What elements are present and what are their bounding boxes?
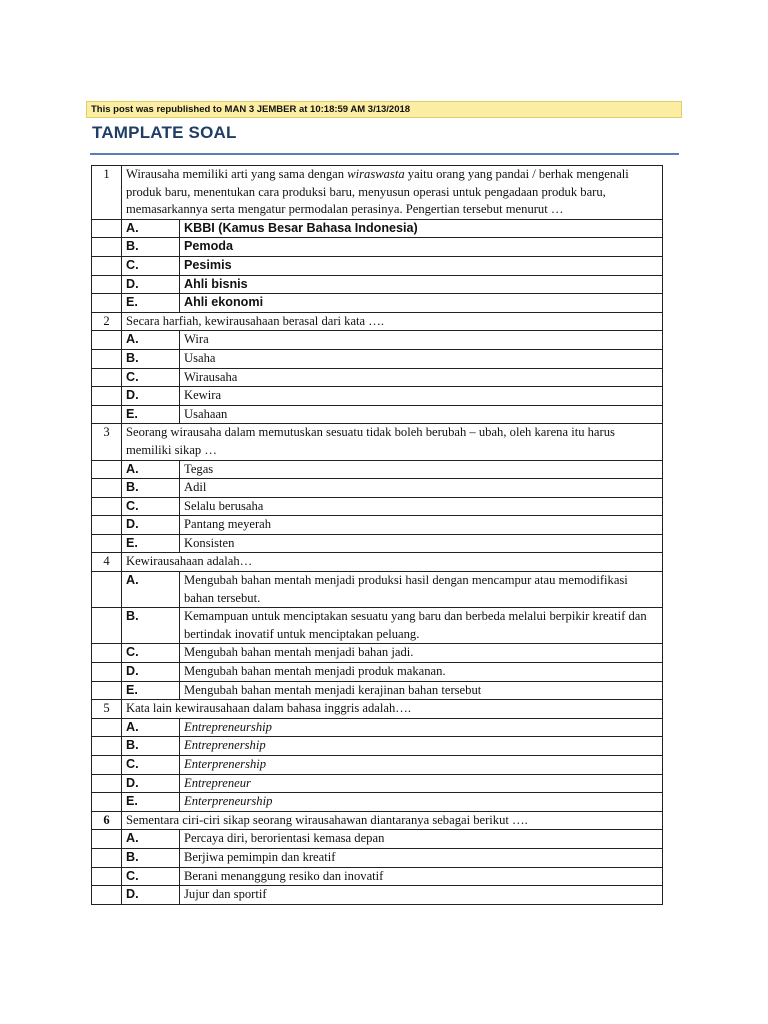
option-letter: D. [122,516,180,535]
option-text: Mengubah bahan mentah menjadi produk makanan. [180,663,663,682]
option-row [92,663,663,682]
option-letter: B. [122,349,180,368]
option-row [92,238,663,257]
option-letter: D. [122,387,180,406]
option-letter: D. [122,774,180,793]
question-text: Seorang wirausaha dalam memutuskan sesuatu tidak boleh berubah – ubah, oleh karena itu harus memiliki sikap … [122,424,663,460]
option-text: Mengubah bahan mentah menjadi bahan jadi. [180,644,663,663]
question-text [122,166,663,220]
option-row [92,867,663,886]
option-text: Usahaan [180,405,663,424]
option-letter: A. [122,331,180,350]
option-row [92,479,663,498]
option-letter: E. [122,681,180,700]
option-text: Berani menanggung resiko dan inovatif [180,867,663,886]
question-row [92,553,663,572]
option-text: Konsisten [180,534,663,553]
question-number: 4 [92,553,122,572]
question-text-part: Wirausaha memiliki arti yang sama dengan [126,167,348,181]
option-row [92,256,663,275]
option-letter: C. [122,867,180,886]
question-text: Kewirausahaan adalah… [122,553,663,572]
option-text: Entreprenership [180,737,663,756]
option-row [92,830,663,849]
option-text: Tegas [180,460,663,479]
question-number: 2 [92,312,122,331]
option-row [92,644,663,663]
option-row [92,774,663,793]
option-letter: D. [122,663,180,682]
option-row [92,387,663,406]
option-text: Enterpreneurship [180,793,663,812]
option-row [92,572,663,608]
option-text: Pemoda [180,238,663,257]
option-text: Wirausaha [180,368,663,387]
option-letter: E. [122,534,180,553]
option-letter: A. [122,572,180,608]
question-number: 5 [92,700,122,719]
option-letter: C. [122,644,180,663]
question-row [92,700,663,719]
option-letter: A. [122,718,180,737]
question-row [92,166,663,220]
option-text: Ahli bisnis [180,275,663,294]
option-text: Entrepreneur [180,774,663,793]
option-text: Selalu berusaha [180,497,663,516]
option-row [92,534,663,553]
option-row [92,718,663,737]
option-row [92,681,663,700]
option-row [92,737,663,756]
option-letter: E. [122,405,180,424]
option-letter: B. [122,848,180,867]
option-row [92,756,663,775]
option-text: Pantang meyerah [180,516,663,535]
question-text-italic: wiraswasta [347,167,405,181]
option-text: KBBI (Kamus Besar Bahasa Indonesia) [180,219,663,238]
option-letter: B. [122,608,180,644]
question-row [92,424,663,460]
option-letter: B. [122,479,180,498]
option-row [92,848,663,867]
option-letter: A. [122,460,180,479]
page-title: TAMPLATE SOAL [92,123,237,142]
option-letter: D. [122,886,180,905]
option-text: Wira [180,331,663,350]
option-row [92,368,663,387]
option-row [92,275,663,294]
option-letter: D. [122,275,180,294]
option-text: Ahli ekonomi [180,294,663,313]
option-row [92,886,663,905]
option-letter: C. [122,256,180,275]
option-letter: C. [122,497,180,516]
option-text: Mengubah bahan mentah menjadi produksi hasil dengan mencampur atau memodifikasi bahan tersebut. [180,572,663,608]
option-text: Entrepreneurship [180,718,663,737]
option-row [92,793,663,812]
option-text: Berjiwa pemimpin dan kreatif [180,848,663,867]
option-text: Enterprenership [180,756,663,775]
option-row [92,349,663,368]
question-text: Secara harfiah, kewirausahaan berasal dari kata …. [122,312,663,331]
question-number: 3 [92,424,122,460]
option-row [92,516,663,535]
option-text: Jujur dan sportif [180,886,663,905]
question-text: Kata lain kewirausahaan dalam bahasa inggris adalah…. [122,700,663,719]
option-row [92,405,663,424]
option-text: Kewira [180,387,663,406]
option-row [92,460,663,479]
option-text: Pesimis [180,256,663,275]
option-letter: E. [122,294,180,313]
title-underline [90,153,679,155]
option-letter: E. [122,793,180,812]
option-text: Kemampuan untuk menciptakan sesuatu yang baru dan berbeda melalui berpikir kreatif dan bertindak inovatif untuk menciptakan peluang. [180,608,663,644]
question-number: 6 [92,811,122,830]
option-letter: B. [122,238,180,257]
question-row [92,811,663,830]
option-row [92,294,663,313]
question-number: 1 [92,166,122,220]
option-row [92,331,663,350]
option-letter: C. [122,368,180,387]
option-text: Mengubah bahan mentah menjadi kerajinan bahan tersebut [180,681,663,700]
option-row [92,608,663,644]
question-row [92,312,663,331]
option-text: Percaya diri, berorientasi kemasa depan [180,830,663,849]
option-text: Usaha [180,349,663,368]
republish-banner: This post was republished to MAN 3 JEMBER at 10:18:59 AM 3/13/2018 [86,101,682,118]
option-row [92,219,663,238]
option-text: Adil [180,479,663,498]
option-letter: B. [122,737,180,756]
option-letter: C. [122,756,180,775]
question-table [91,165,663,905]
question-text-part: yaitu orang yang pandai / berhak mengenali produk baru, menentukan cara produksi baru, menyusun operasi untuk pengadaan produk baru, memasarkannya serta mengatur permodalan perasinya. Pengertian tersebut menurut … [126,167,629,217]
question-text: Sementara ciri-ciri sikap seorang wirausahawan diantaranya sebagai berikut …. [122,811,663,830]
option-row [92,497,663,516]
option-letter: A. [122,830,180,849]
option-letter: A. [122,219,180,238]
